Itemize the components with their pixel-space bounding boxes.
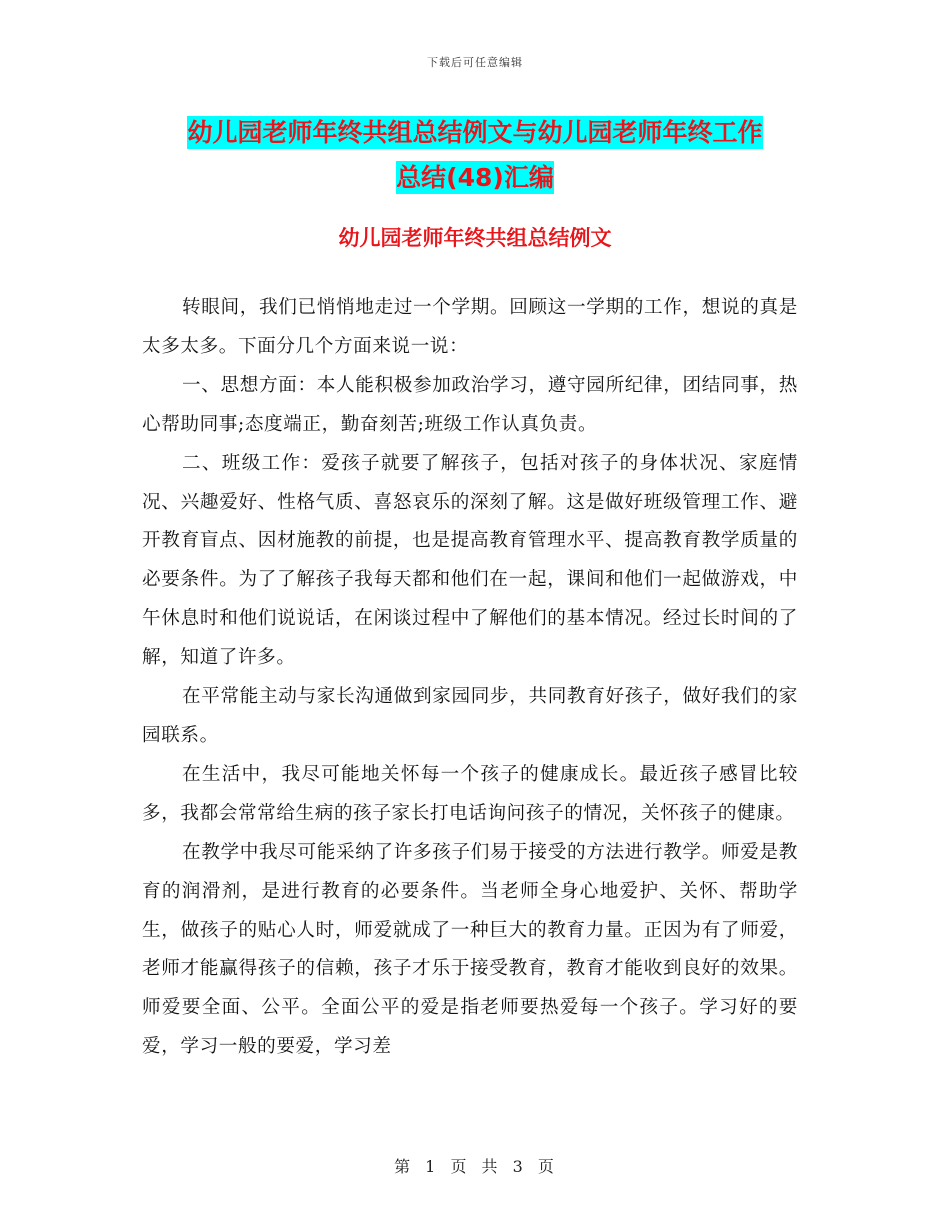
document-title-line-2: 总结(48)汇编 [396, 163, 554, 192]
document-title [140, 110, 810, 200]
document-body [142, 289, 798, 1067]
paragraph: 二、班级工作：爱孩子就要了解孩子，包括对孩子的身体状况、家庭情况、兴趣爱好、性格气质、喜怒哀乐的深刻了解。这是做好班级管理工作、避开教育盲点、因材施教的前提，也是提高教育管理水平、提高教育教学质量的必要条件。为了了解孩子我每天都和他们在一起，课间和他们一起做游戏，中午休息时和他们说说话，在闲谈过程中了解他们的基本情况。经过长时间的了解，知道了许多。 [142, 452, 798, 669]
paragraph: 一、思想方面：本人能积极参加政治学习，遵守园所纪律，团结同事，热心帮助同事;态度端正，勤奋刻苦;班级工作认真负责。 [142, 374, 798, 435]
paragraph: 转眼间，我们已悄悄地走过一个学期。回顾这一学期的工作，想说的真是太多太多。下面分几个方面来说一说： [142, 297, 798, 357]
document-title-line-1: 幼儿园老师年终共组总结例文与幼儿园老师年终工作 [187, 118, 763, 147]
section-title: 幼儿园老师年终共组总结例文 [338, 226, 612, 250]
paragraph: 在平常能主动与家长沟通做到家园同步，共同教育好孩子，做好我们的家园联系。 [142, 686, 798, 746]
page-number-footer: 第 1 页 共 3 页 [394, 1157, 556, 1176]
header-note: 下载后可任意编辑 [427, 56, 523, 69]
paragraph: 在生活中，我尽可能地关怀每一个孩子的健康成长。最近孩子感冒比较多，我都会常常给生病的孩子家长打电话询问孩子的情况，关怀孩子的健康。 [142, 763, 798, 824]
paragraph: 在教学中我尽可能采纳了许多孩子们易于接受的方法进行教学。师爱是教育的润滑剂，是进行教育的必要条件。当老师全身心地爱护、关怀、帮助学生，做孩子的贴心人时，师爱就成了一种巨大的教育力量。正因为有了师爱，老师才能赢得孩子的信赖，孩子才乐于接受教育，教育才能收到良好的效果。师爱要全面、公平。全面公平的爱是指老师要热爱每一个孩子。学习好的要爱，学习一般的要爱，学习差 [142, 841, 798, 1058]
